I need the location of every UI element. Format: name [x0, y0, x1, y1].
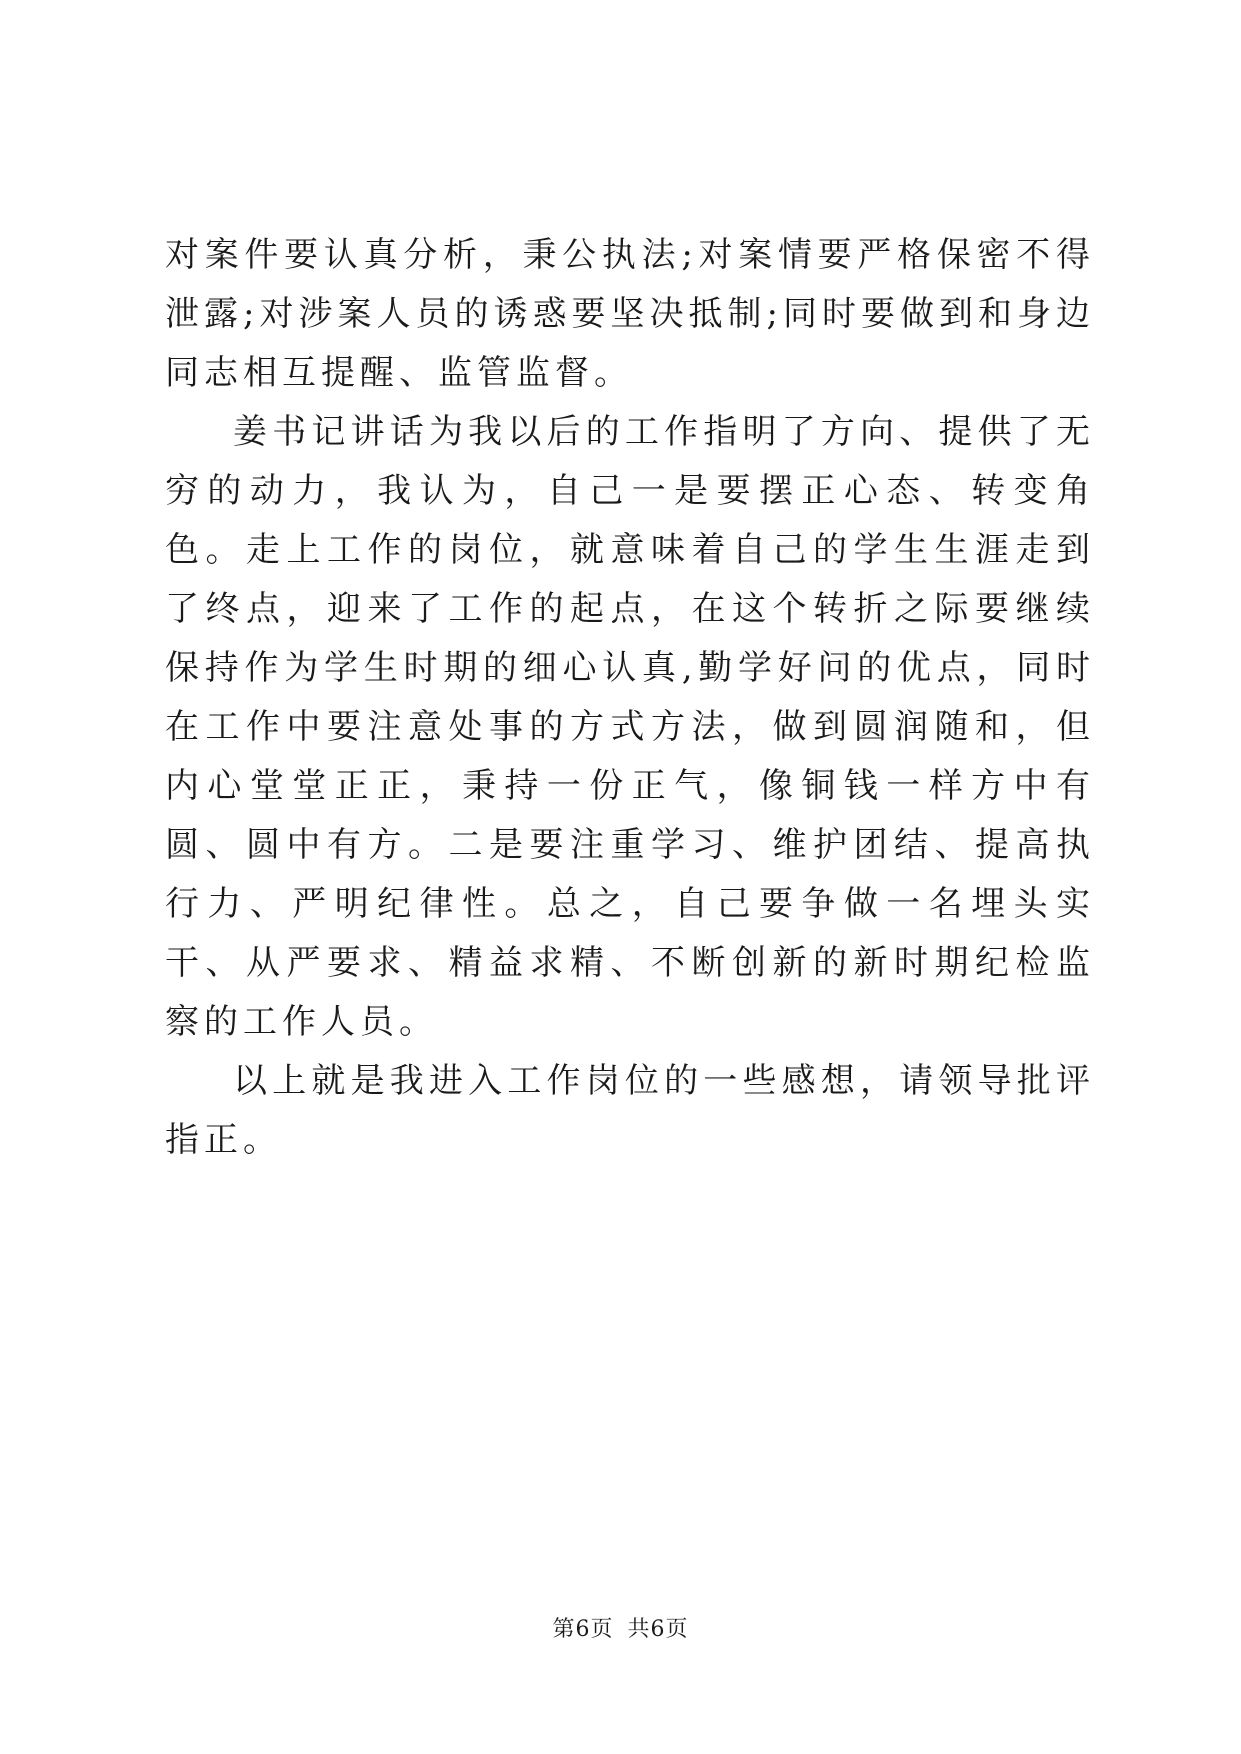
page-number-total: 共6页 — [627, 1617, 689, 1642]
page-number-current: 第6页 — [552, 1617, 614, 1642]
paragraph-2: 姜书记讲话为我以后的工作指明了方向、提供了无穷的动力，我认为，自己一是要摆正心态、转变角色。走上工作的岗位，就意味着自己的学生生涯走到了终点，迎来了工作的起点，在这个转折之际要继续保持作为学生时期的细心认真,勤学好问的优点，同时在工作中要注意处事的方式方法，做到圆润随和，但内心堂堂正正，秉持一份正气，像铜钱一样方中有圆、圆中有方。二是要注重学习、维护团结、提高执行力、严明纪律性。总之，自己要争做一名埋头实干、从严要求、精益求精、不断创新的新时期纪检监察的工作人员。 — [165, 412, 1095, 1042]
page-footer — [0, 1612, 1241, 1643]
paragraph-1: 对案件要认真分析，秉公执法;对案情要严格保密不得泄露;对涉案人员的诱惑要坚决抵制;同时要做到和身边同志相互提醒、监管监督。 — [165, 235, 1095, 393]
document-body — [165, 226, 1095, 1170]
paragraph-3: 以上就是我进入工作岗位的一些感想，请领导批评指正。 — [165, 1061, 1095, 1160]
